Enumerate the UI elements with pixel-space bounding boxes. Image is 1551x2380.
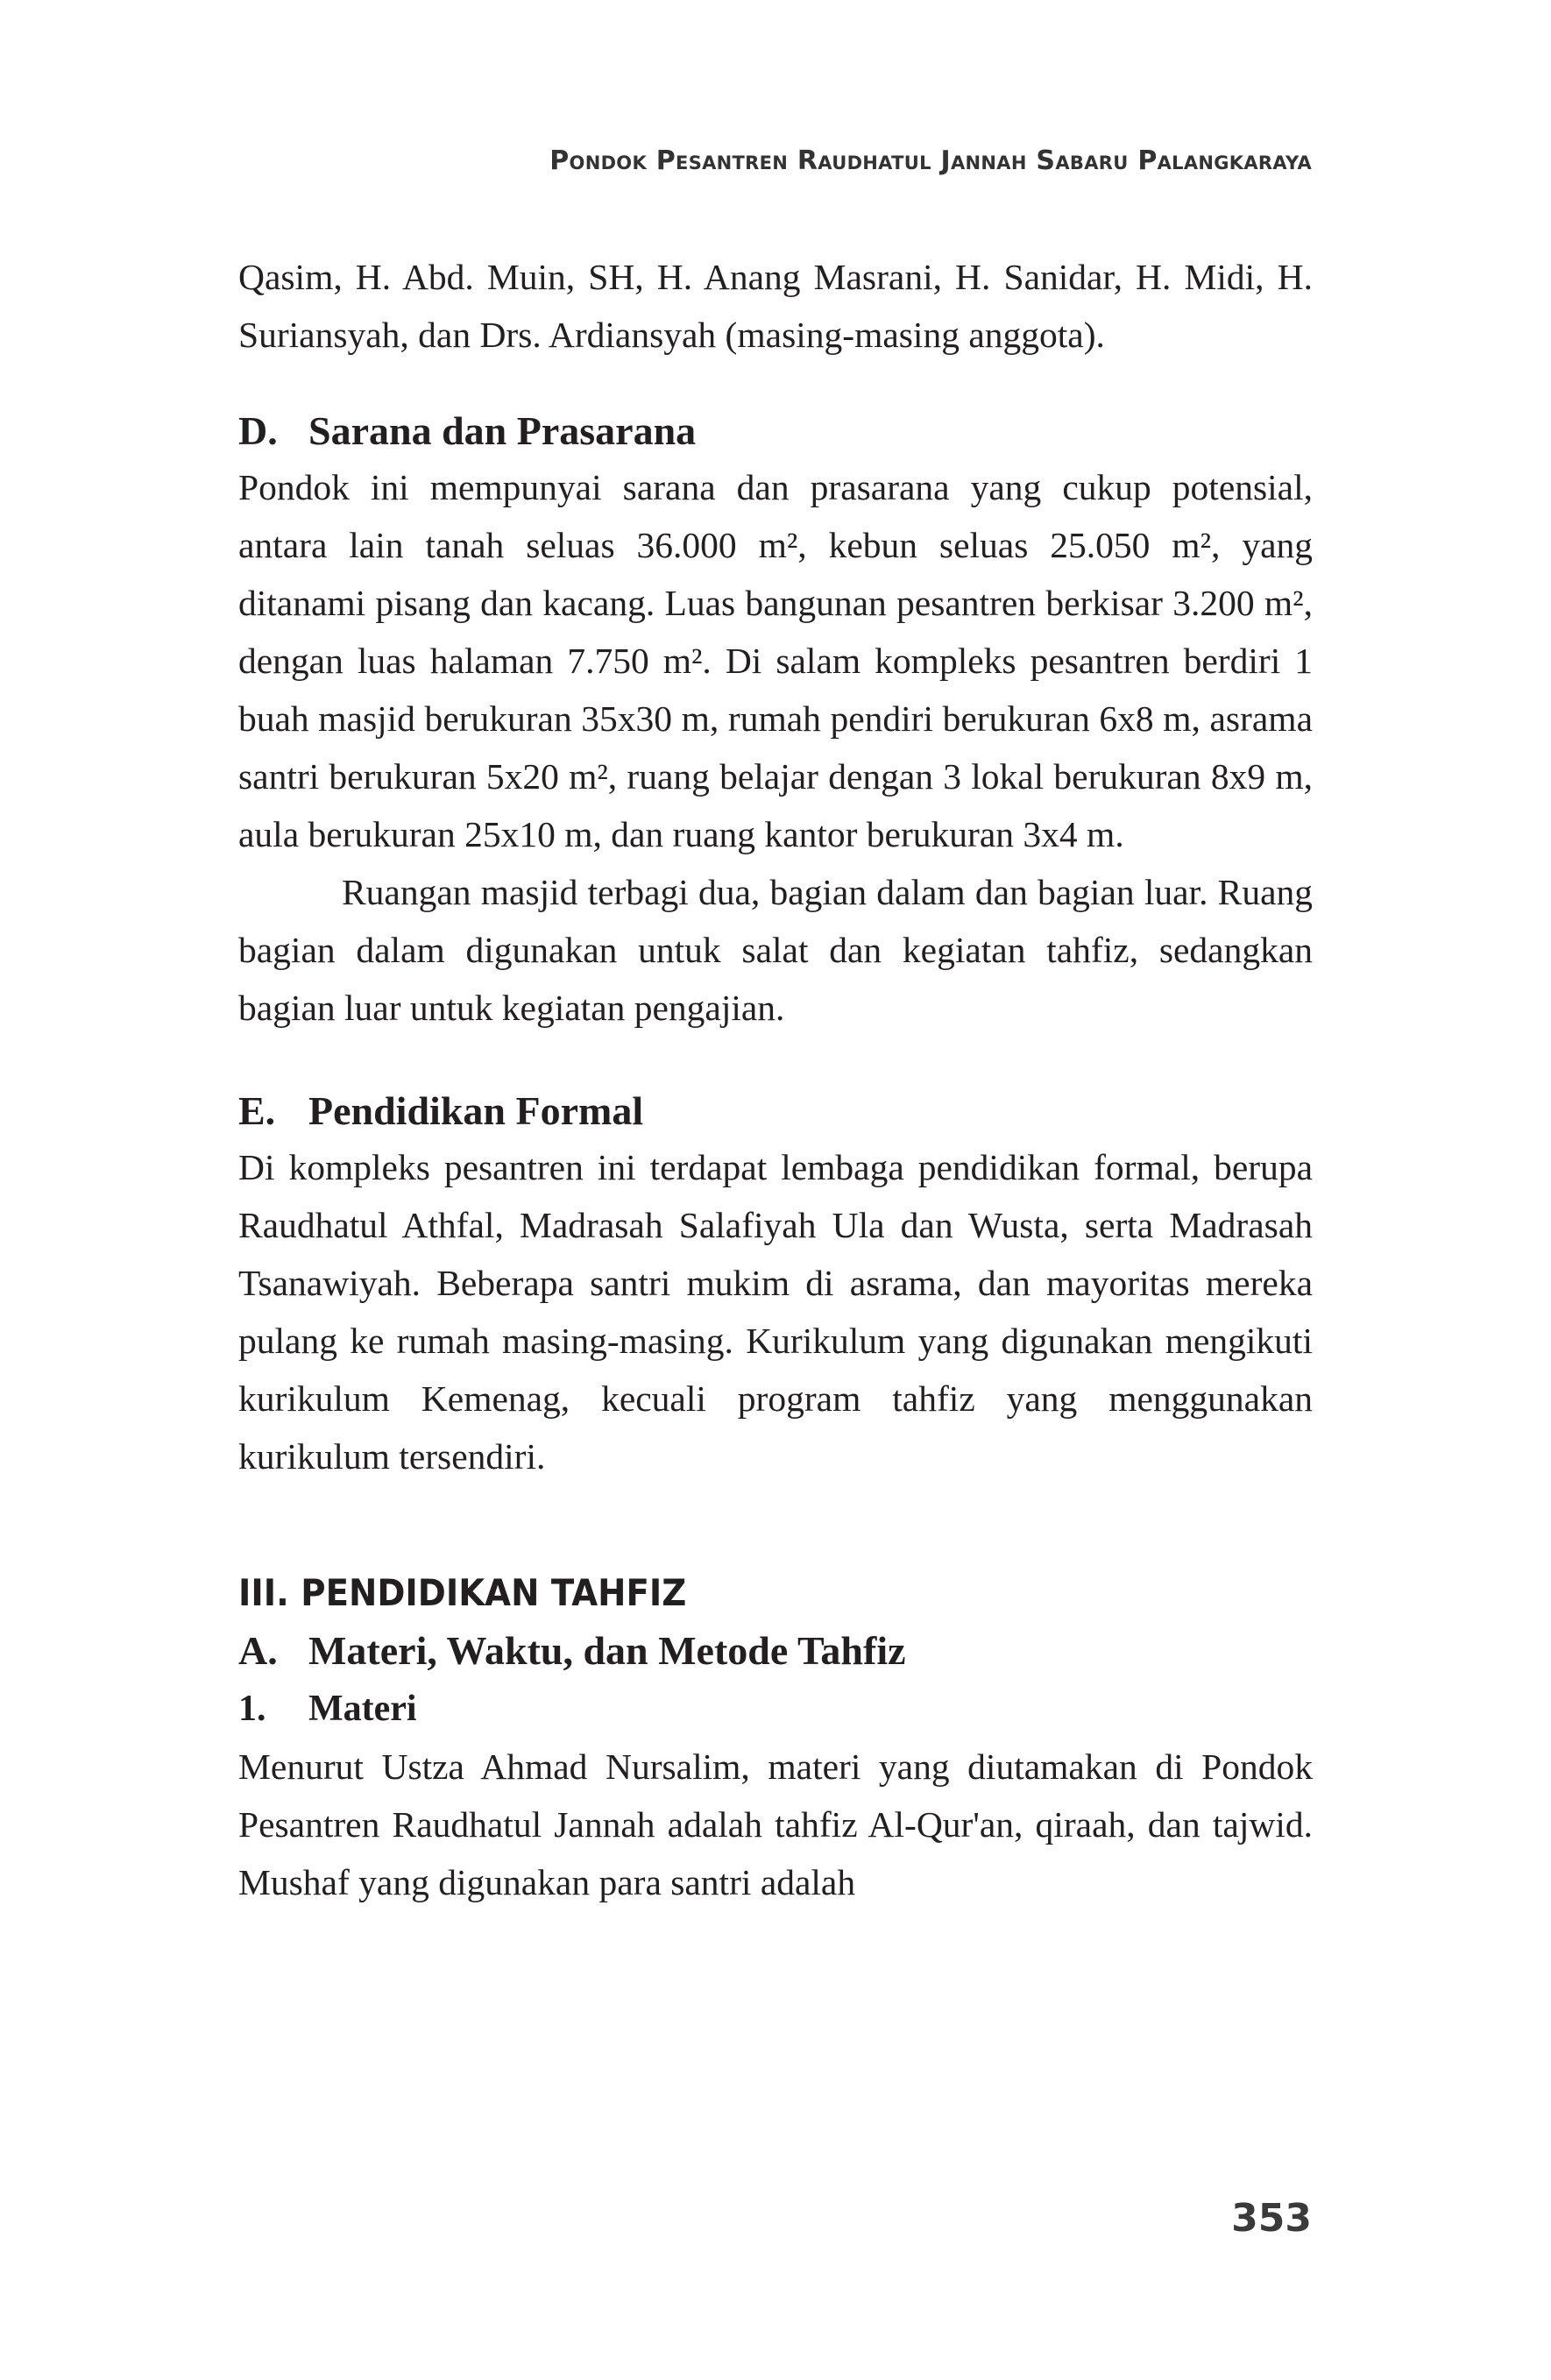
page-number: 353 (1231, 2196, 1312, 2241)
section-title: Pendidikan Formal (308, 1088, 644, 1133)
section-heading-e (238, 1082, 1313, 1140)
section-number: A. (238, 1628, 278, 1673)
paragraph-sarana-2: Ruangan masjid terbagi dua, bagian dalam dan bagian luar. Ruang bagian dalam digunakan untuk salat dan kegiatan tahfiz, sedangkan bagian luar untuk kegiatan pengajian. (238, 872, 1313, 1028)
section-number: D. (238, 408, 278, 453)
paragraph-intro-continuation: Qasim, H. Abd. Muin, SH, H. Anang Masrani, H. Sanidar, H. Midi, H. Suriansyah, dan Drs. Ardiansyah (masing-masing anggota). (238, 257, 1313, 355)
section-number: E. (238, 1088, 276, 1133)
page-body (238, 248, 1313, 1911)
section-heading-a (238, 1622, 1313, 1680)
subsection-number: 1. (238, 1689, 266, 1729)
section-title: Sarana dan Prasarana (308, 408, 697, 453)
paragraph-materi: Menurut Ustza Ahmad Nursalim, materi yang diutamakan di Pondok Pesantren Raudhatul Jannah adalah tahfiz Al-Qur'an, qiraah, dan tajwid. Mushaf yang digunakan para santri adalah (238, 1746, 1313, 1902)
paragraph-pendidikan-formal: Di kompleks pesantren ini terdapat lembaga pendidikan formal, berupa Raudhatul Athfal, Madrasah Salafiyah Ula dan Wusta, serta Madrasah Tsanawiyah. Beberapa santri mukim di asrama, dan mayoritas mereka pulang ke rumah masing-masing. Kurikulum yang digunakan mengikuti kurikulum Kemenag, kecuali program tahfiz yang menggunakan kurikulum tersendiri. (238, 1147, 1313, 1477)
subsection-heading-1 (238, 1680, 1313, 1738)
paragraph-sarana-1: Pondok ini mempunyai sarana dan prasarana yang cukup potensial, antara lain tanah seluas 36.000 m², kebun seluas 25.050 m², yang ditanami pisang dan kacang. Luas bangunan pesantren berkisar 3.200 m², dengan luas halaman 7.750 m². Di salam kompleks pesantren berdiri 1 buah masjid berukuran 35x30 m, rumah pendiri berukuran 6x8 m, asrama santri berukuran 5x20 m², ruang belajar dengan 3 lokal berukuran 8x9 m, aula berukuran 25x10 m, dan ruang kantor berukuran 3x4 m. (238, 467, 1313, 854)
running-header: Pondok Pesantren Raudhatul Jannah Sabaru Palangkaraya (549, 145, 1312, 176)
section-title: Materi, Waktu, dan Metode Tahfiz (308, 1628, 906, 1673)
chapter-heading-iii: III. PENDIDIKAN TAHFIZ (238, 1571, 687, 1614)
subsection-title: Materi (308, 1689, 417, 1729)
section-heading-d (238, 402, 1313, 460)
